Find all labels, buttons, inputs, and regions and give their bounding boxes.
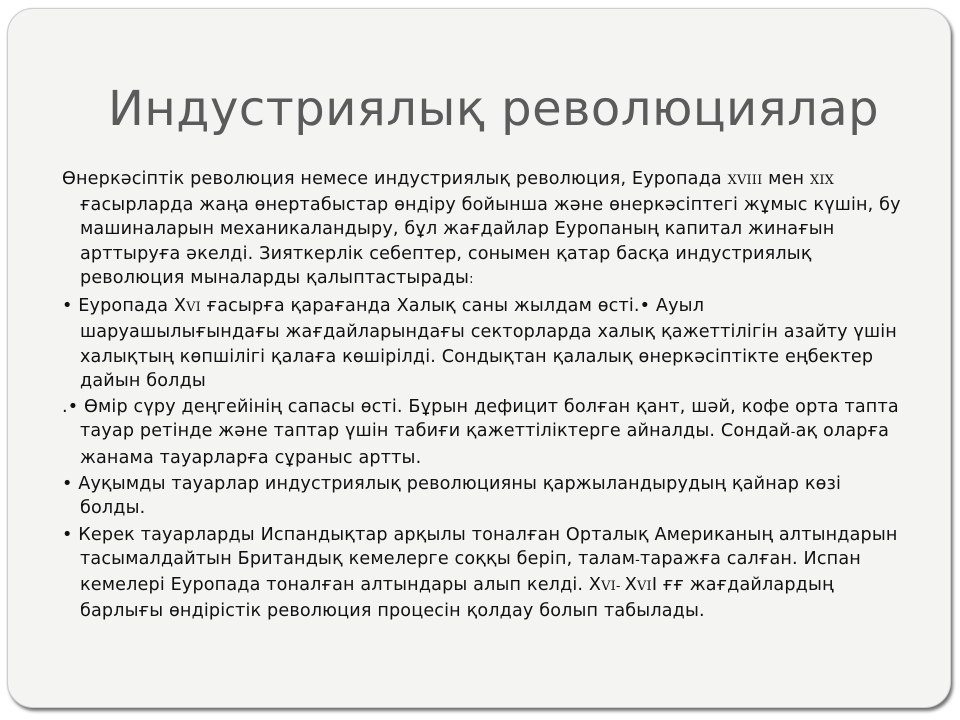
body-paragraph [62, 395, 902, 470]
text-run: I ғғ жағдайлардың барлығы өндірістік революция процесін қолдау болып табылады. [80, 575, 834, 622]
body-paragraph [62, 167, 902, 292]
text-run: • Керек тауарларды Испандықтар арқылы тоналған Орталық Американың алтындарын тасымалдайтын Британдық кемелерге соққы беріп, талам [62, 524, 898, 569]
text-run: ғасырларда жаңа өнертабыстар өндіру бойынша және өнеркәсіптегі жұмыс күшін, бу машиналарын механикаландыру, бұл жағдайлар Еуропаның капитал жинағын арттыруға әкелді. Зияткерлік себептер, сонымен қатар басқа индустриялық революция мыналарды қалыптастырады [80, 195, 901, 288]
text-run: XIX [809, 173, 835, 188]
body-paragraph [62, 523, 902, 624]
text-run: • Ауқымды тауарлар индустриялық революцияны қаржыландырудың қайнар көзі болды. [62, 474, 842, 519]
text-run: Өнеркәсіптік революция немесе индустриялық революция, Еуропада [62, 169, 728, 189]
text-run: VI [636, 579, 652, 594]
text-run: VI- [601, 579, 625, 594]
text-run: : [469, 271, 474, 287]
body-paragraph [62, 472, 902, 520]
slide-title: Индустриялық революциялар [108, 81, 880, 137]
slide-body [62, 167, 902, 623]
text-run: Х [624, 575, 637, 595]
text-run: VI [186, 300, 201, 316]
text-run: ақ оларға жанама тауарларға сұраныс артты. [80, 421, 890, 468]
text-run: - [635, 552, 640, 568]
text-run: таражға салған. Испан кемелері Еуропада тоналған алтындары алып келді. Х [80, 548, 861, 595]
body-paragraph [62, 294, 902, 393]
text-run: • Еуропада Х [62, 296, 187, 317]
text-run: мен [762, 169, 810, 189]
text-run: .• Өмір сүру деңгейінің сапасы өсті. Бұрын дефицит болған қант, шәй, кофе орта тапта тауар ретінде және таптар үшін табиғи қажеттіліктерге айналды. Сондай [62, 397, 899, 442]
text-run: ғасырға қарағанда Халық саны жылдам өсті.• Ауыл шаруашылығындағы жағдайларындағы секторларда халық қажеттілігін азайту үшін халықтың көпшілігі қалаға көшірілді. Сондықтан қалалық өнеркәсіптікте еңбектер дайын болды [80, 296, 897, 391]
text-run: XVIII [727, 173, 763, 188]
slide-frame [7, 8, 951, 708]
text-run: - [790, 425, 796, 441]
